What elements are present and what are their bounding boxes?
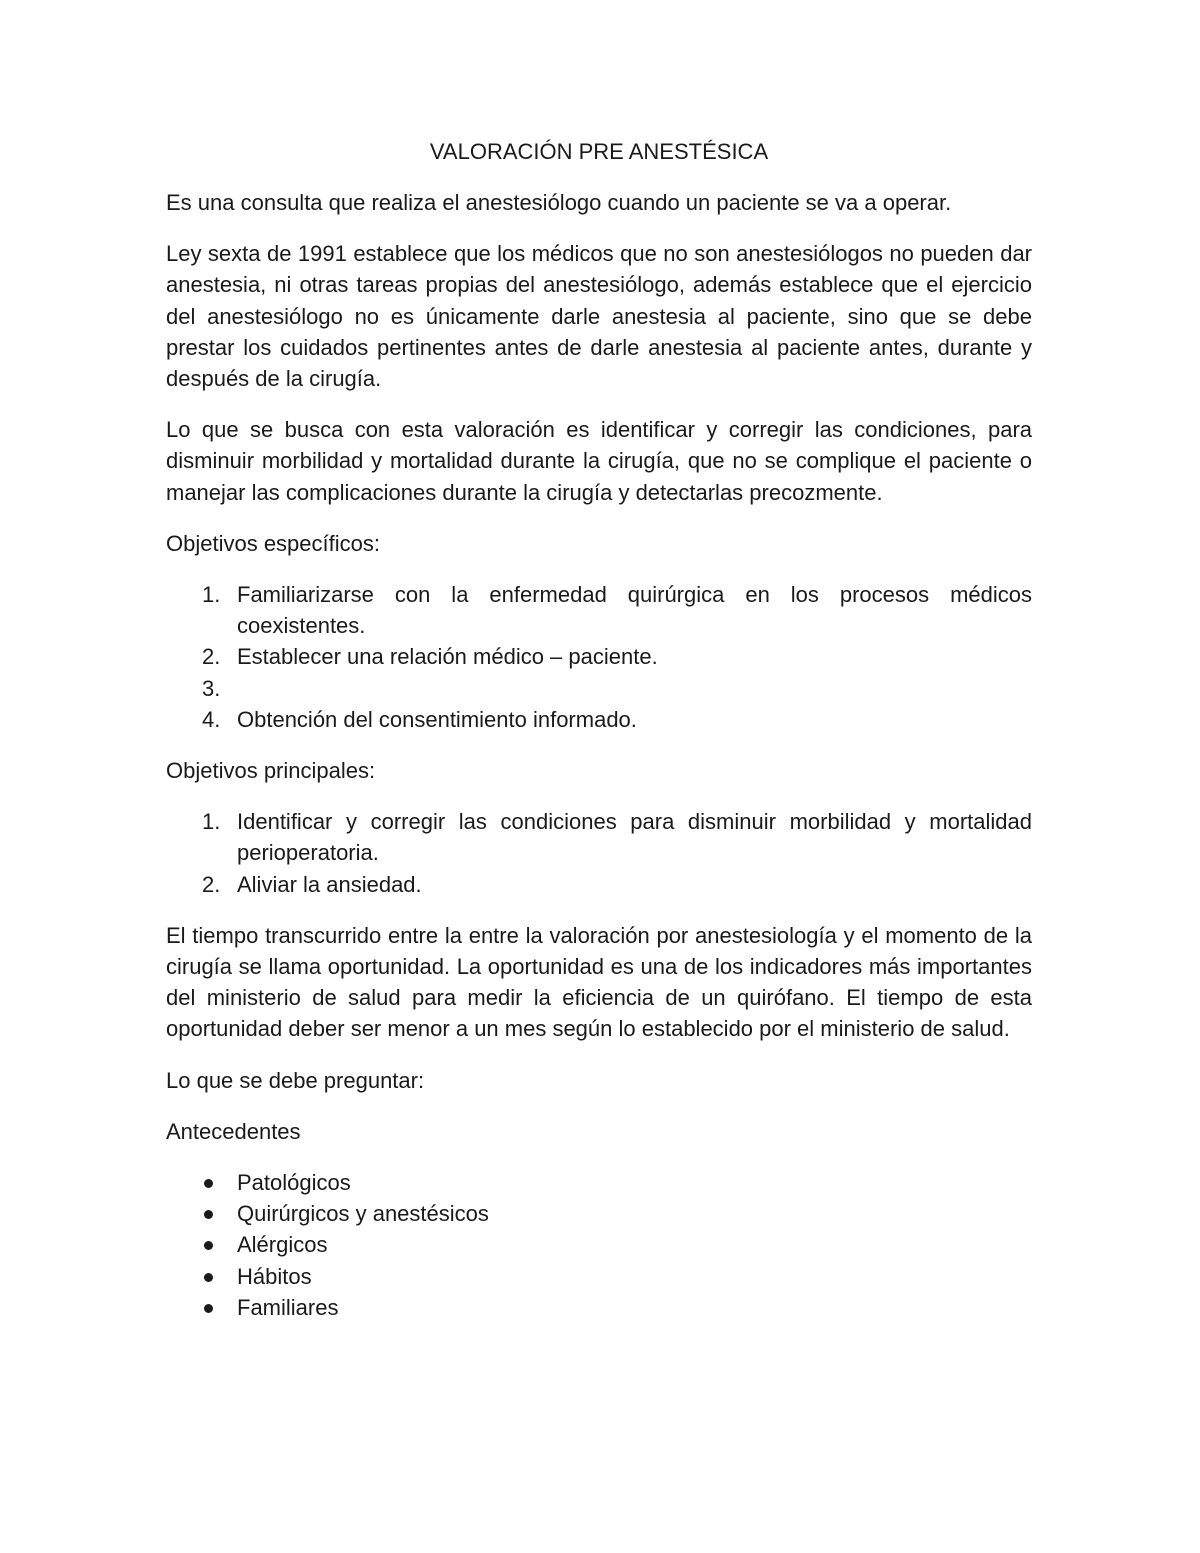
goal-paragraph: Lo que se busca con esta valoración es identificar y corregir las condiciones, para disminuir morbilidad y mortalidad durante la cirugía, que no se complique el paciente o manejar las complicaciones durante la cirugía y detectarlas precozmente. xyxy=(166,417,1032,505)
list-item xyxy=(166,579,1032,641)
bullet-icon xyxy=(204,1210,213,1219)
list-item xyxy=(166,1261,1032,1292)
time-paragraph: El tiempo transcurrido entre la entre la valoración por anestesiología y el momento de la cirugía se llama oportunidad. La oportunidad es una de los indicadores más importantes del ministerio de salud para medir la eficiencia de un quirófano. El tiempo de esta oportunidad deber ser menor a un mes según lo establecido por el ministerio de salud. xyxy=(166,922,1032,1042)
list-item-text: Quirúrgicos y anestésicos xyxy=(237,1201,489,1227)
list-item-text: Aliviar la ansiedad. xyxy=(237,871,422,897)
list-number: 1. xyxy=(202,809,221,835)
bullet-icon xyxy=(204,1241,213,1250)
list-item-text: Obtención del consentimiento informado. xyxy=(237,706,637,732)
list-item-text: Establecer una relación médico – paciente. xyxy=(237,644,658,670)
list-item-text xyxy=(237,676,243,701)
document-title: VALORACIÓN PRE ANESTÉSICA xyxy=(429,139,769,164)
list-item xyxy=(166,1292,1032,1323)
list-item xyxy=(166,1229,1032,1260)
list-item xyxy=(166,704,1032,735)
bullet-icon xyxy=(204,1179,213,1188)
list-item-text: Familiarizarse con la enfermedad quirúrgica en los procesos médicos coexistentes. xyxy=(237,582,1032,639)
bullet-icon xyxy=(204,1273,213,1282)
main-objectives-list xyxy=(166,806,1032,900)
intro-paragraph: Es una consulta que realiza el anestesiólogo cuando un paciente se va a operar. xyxy=(166,190,952,215)
document-page xyxy=(166,136,1032,1343)
ask-heading: Lo que se debe preguntar: xyxy=(166,1067,425,1093)
list-number: 2. xyxy=(202,644,221,670)
main-objectives-heading: Objetivos principales: xyxy=(166,758,376,784)
list-item xyxy=(166,869,1032,900)
list-item-text: Identificar y corregir las condiciones para disminuir morbilidad y mortalidad perioperatoria. xyxy=(237,809,1032,866)
list-number: 2. xyxy=(202,871,221,897)
list-number: 3. xyxy=(202,675,221,701)
list-item xyxy=(166,1167,1032,1198)
list-item-text: Patológicos xyxy=(237,1170,351,1196)
background-heading: Antecedentes xyxy=(166,1118,301,1144)
list-item-text: Hábitos xyxy=(237,1263,312,1289)
list-number: 1. xyxy=(202,582,221,608)
law-paragraph: Ley sexta de 1991 establece que los médicos que no son anestesiólogos no pueden dar anestesia, ni otras tareas propias del anestesiólogo, además establece que el ejercicio del anestesiólogo no es únicamente darle anestesia al paciente, sino que se debe prestar los cuidados pertinentes antes de darle anestesia al paciente antes, durante y después de la cirugía. xyxy=(166,241,1032,392)
bullet-icon xyxy=(204,1304,213,1313)
list-item xyxy=(166,1198,1032,1229)
list-number: 4. xyxy=(202,706,221,732)
list-item xyxy=(166,641,1032,672)
list-item xyxy=(166,673,1032,704)
specific-objectives-list xyxy=(166,579,1032,735)
list-item-text: Familiares xyxy=(237,1294,339,1320)
list-item-text: Alérgicos xyxy=(237,1232,328,1258)
list-item xyxy=(166,806,1032,868)
specific-objectives-heading: Objetivos específicos: xyxy=(166,530,380,556)
background-list xyxy=(166,1167,1032,1323)
